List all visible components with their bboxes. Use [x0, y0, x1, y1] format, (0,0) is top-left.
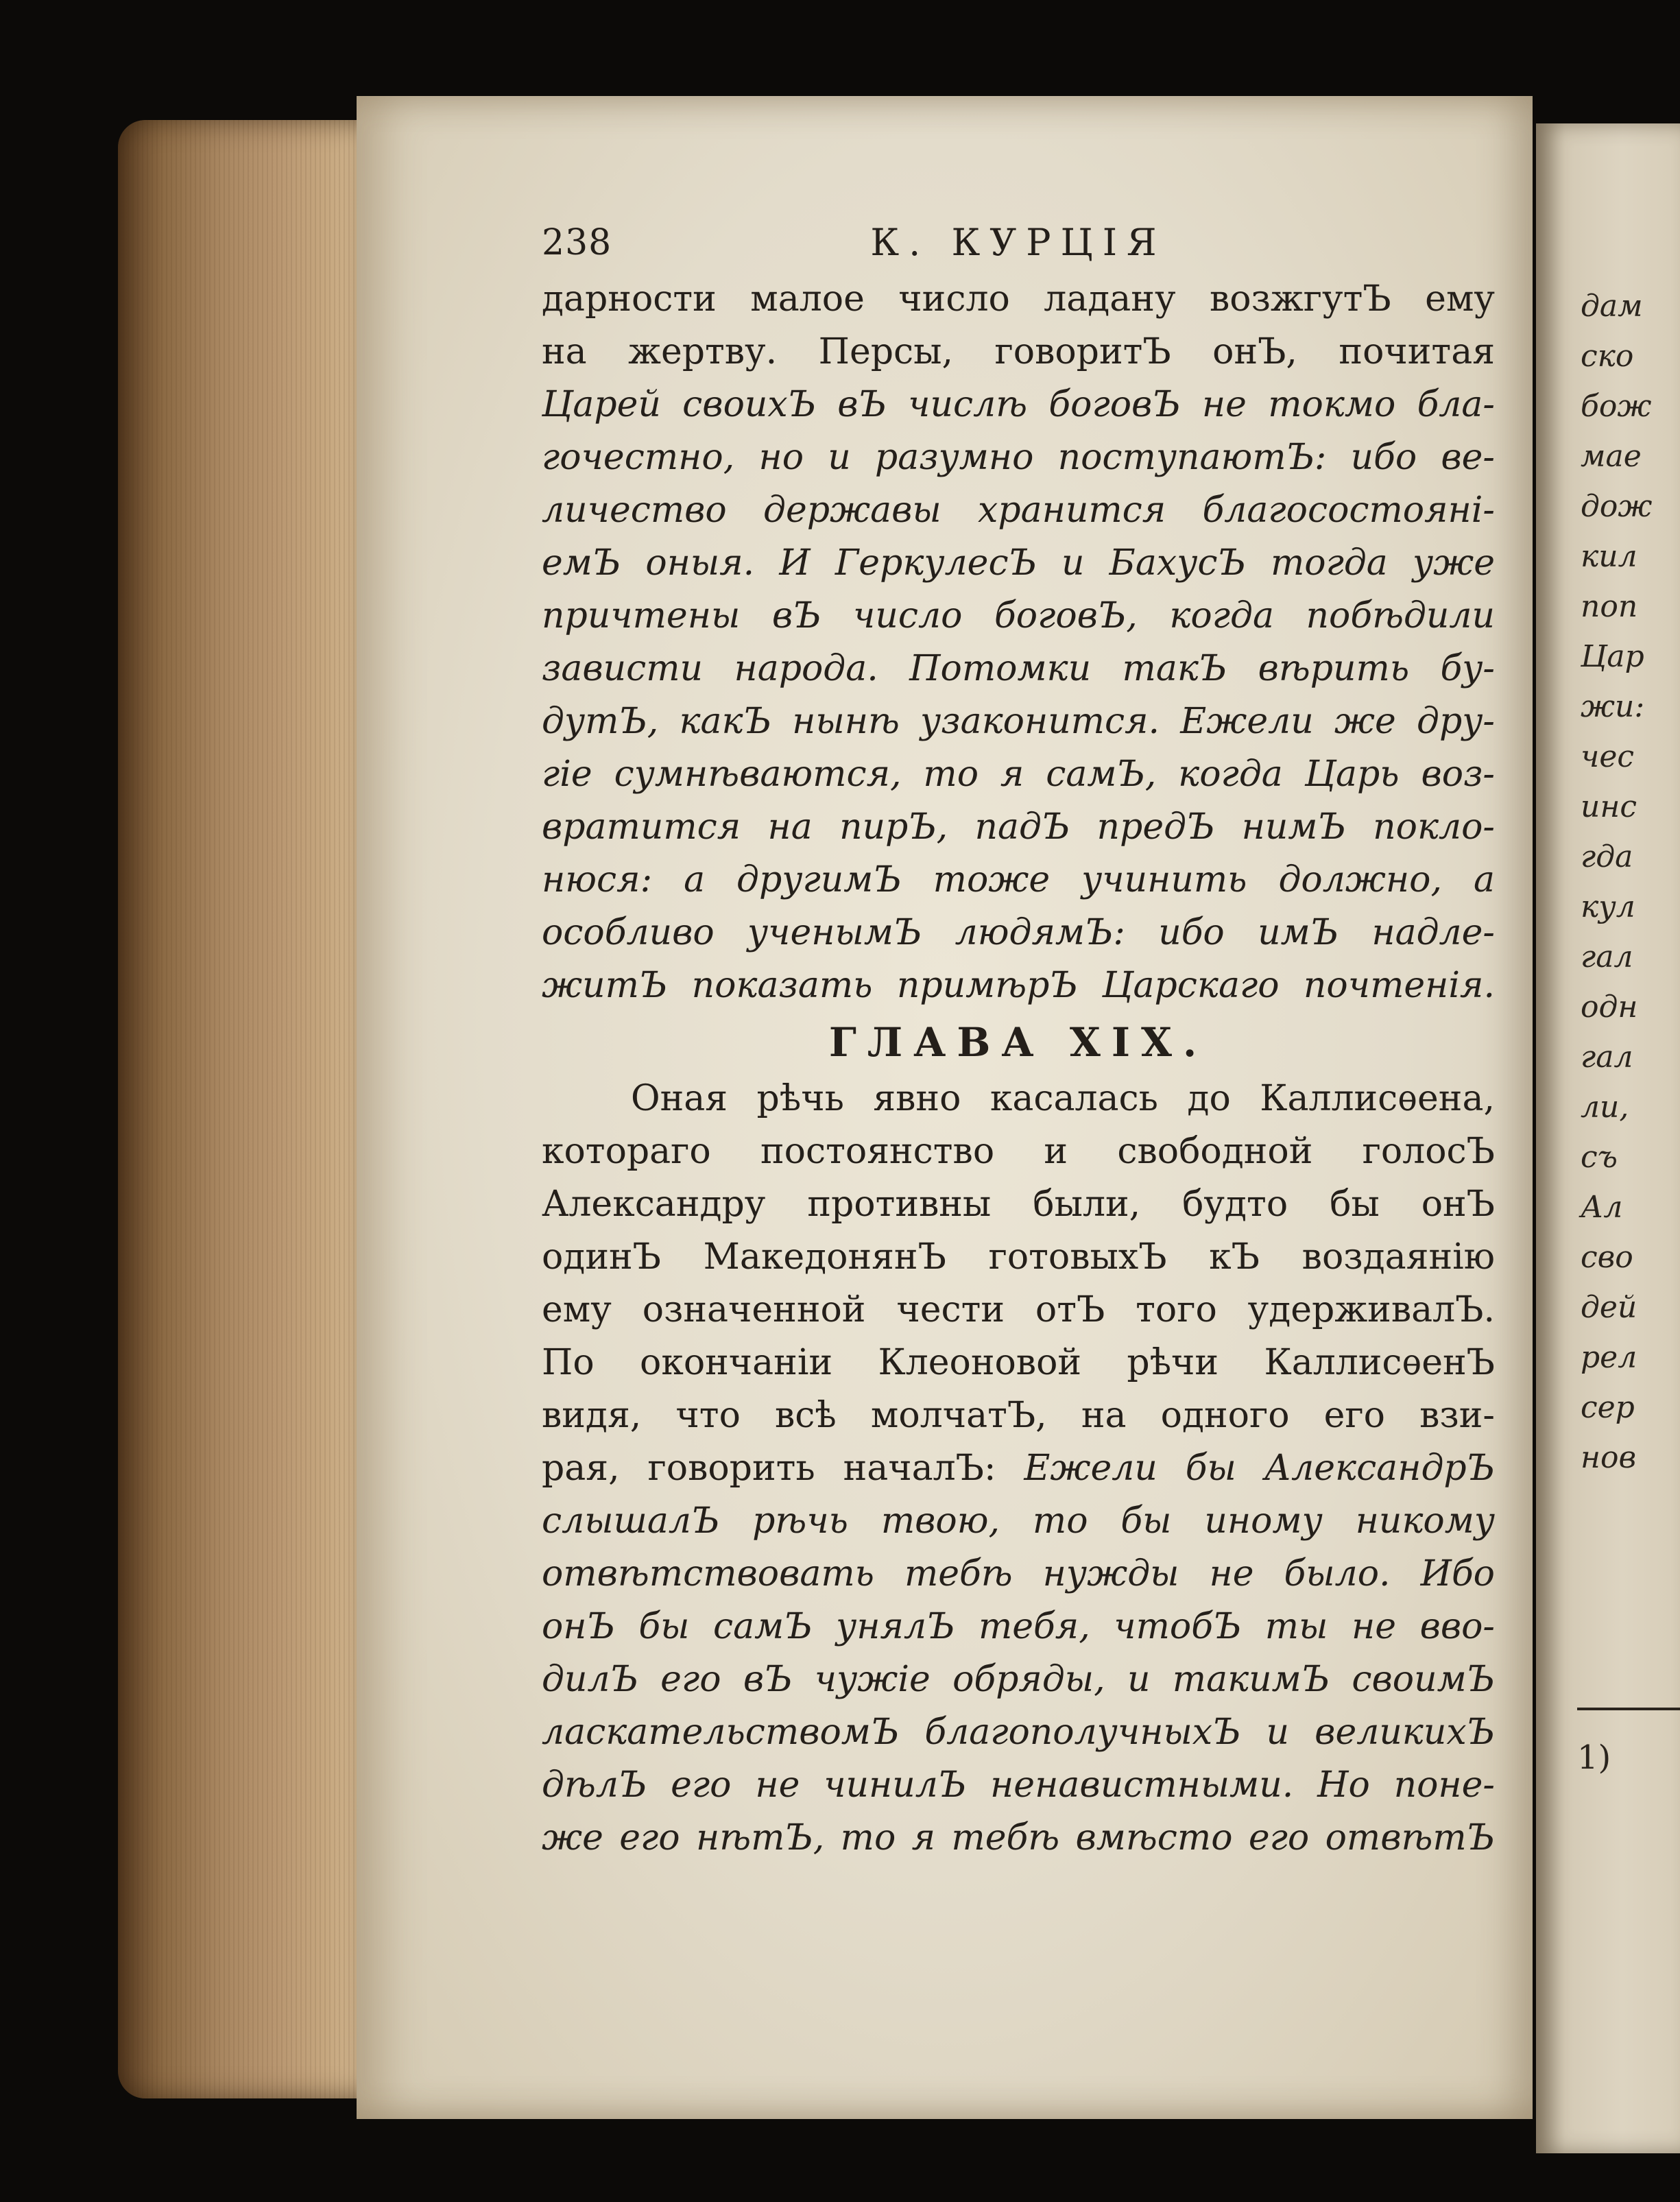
right-page-line-fragment: одн [1581, 990, 1638, 1025]
text-line: отвѣтствовать тебѣ нужды не было. Ибо [542, 1553, 1495, 1594]
text-line: вратится на пирЪ, падЪ предЪ нимЪ покло- [542, 806, 1495, 848]
right-page-line-fragment: поп [1581, 589, 1638, 624]
text-line-roman-part: рая, говорить началЪ: [542, 1448, 1024, 1489]
right-page-line-fragment: Цар [1581, 639, 1644, 674]
chapter-heading: ГЛАВА XIX. [828, 1019, 1208, 1066]
text-line: дутЪ, какЪ нынѣ узаконится. Ежели же дру- [542, 701, 1495, 742]
text-line: дилЪ его вЪ чужiе обряды, и такимЪ своимЪ [542, 1659, 1495, 1700]
right-page-line-fragment: дей [1581, 1290, 1637, 1325]
right-page-line-fragment: Ал [1581, 1190, 1623, 1225]
right-page-line-fragment: дам [1581, 289, 1643, 324]
right-page-line-fragment: сер [1581, 1390, 1635, 1425]
text-line: дѣлЪ его не чинилЪ ненавистными. Но поне- [542, 1764, 1495, 1806]
right-page-line-fragment: чес [1581, 739, 1635, 774]
footnote-marker: 1) [1577, 1738, 1611, 1777]
right-page-line-fragment: рел [1581, 1340, 1637, 1375]
right-page-line-fragment: дож [1581, 489, 1653, 524]
text-line-italic-part: Ежели бы АлександрЪ [1024, 1448, 1495, 1489]
right-page-line-fragment: кил [1581, 539, 1637, 574]
text-line: ему означенной чести отЪ того удерживалЪ. [542, 1289, 1495, 1330]
text-line: котораго постоянство и свободной голосЪ [542, 1131, 1495, 1172]
page-text-block [542, 213, 1495, 1865]
right-page-line-fragment: мае [1581, 439, 1642, 474]
text-line: видя, что всѣ молчатЪ, на одного его взи- [542, 1395, 1495, 1436]
right-page-line-fragment: инс [1581, 789, 1637, 824]
right-page-line-fragment: жи: [1581, 689, 1645, 724]
text-line: личество державы хранится благосостоянi- [542, 490, 1495, 531]
paragraph-2 [542, 1073, 1495, 1865]
text-line: нюся: а другимЪ тоже учинить должно, а [542, 859, 1495, 900]
text-line: емЪ оныя. И ГеркулесЪ и БахусЪ тогда уже [542, 542, 1495, 584]
page-header [542, 213, 1495, 273]
text-line: онЪ бы самЪ унялЪ тебя, чтобЪ ты не вво- [542, 1606, 1495, 1647]
text-line: Оная рѣчь явно касалась до Каллисѳена, [631, 1078, 1495, 1119]
text-line: дарности малое число ладану возжгутЪ ему [542, 278, 1495, 320]
text-line: По окончанiи Клеоновой рѣчи КаллисѳенЪ [542, 1342, 1495, 1383]
paragraph-1 [542, 273, 1495, 1012]
right-page-line-fragment: бож [1581, 389, 1652, 424]
text-line: гiе сумнѣваются, то я самЪ, когда Царь воз- [542, 754, 1495, 795]
text-line: причтены вЪ число боговЪ, когда побѣдили [542, 595, 1495, 636]
text-line: особливо ученымЪ людямЪ: ибо имЪ надле- [542, 912, 1495, 953]
text-line: одинЪ МакедонянЪ готовыхЪ кЪ воздаянiю [542, 1236, 1495, 1278]
page-edge-stack [118, 120, 372, 2098]
text-line: Александру противны были, будто бы онЪ [542, 1184, 1495, 1225]
text-line: гочестно, но и разумно поступаютЪ: ибо ве- [542, 437, 1495, 478]
running-title: К. КУРЦІЯ [870, 221, 1166, 264]
right-page-line-fragment: ли, [1581, 1090, 1629, 1125]
text-line: на жертву. Персы, говоритЪ онЪ, почитая [542, 331, 1495, 372]
left-page [357, 96, 1533, 2119]
right-page-line-fragment: кул [1581, 889, 1635, 924]
text-line [542, 1442, 1495, 1495]
text-line: ласкательствомЪ благополучныхЪ и великихЪ [542, 1712, 1495, 1753]
right-page-fragments [1581, 281, 1652, 1483]
right-page-line-fragment: гал [1581, 1040, 1633, 1075]
text-line: слышалЪ рѣчь твою, то бы иному никому [542, 1500, 1495, 1542]
text-line: же его нѣтЪ, то я тебѣ вмѣсто его отвѣтЪ [542, 1817, 1495, 1858]
right-page [1536, 123, 1680, 2153]
text-line: зависти народа. Потомки такЪ вѣрить бу- [542, 648, 1495, 689]
text-line: житЪ показать примѣрЪ Царскаго почтенiя. [542, 965, 1495, 1006]
footnote-rule [1577, 1708, 1680, 1710]
right-page-line-fragment: нов [1581, 1440, 1637, 1475]
right-page-line-fragment: гал [1581, 940, 1633, 974]
right-page-line-fragment: сво [1581, 1240, 1633, 1275]
text-line: Царей своихЪ вЪ числѣ боговЪ не токмо бла- [542, 384, 1495, 425]
right-page-line-fragment: гда [1581, 839, 1633, 874]
right-page-line-fragment: съ [1581, 1140, 1618, 1175]
page-number: 238 [542, 222, 612, 263]
right-page-line-fragment: ско [1581, 339, 1634, 374]
